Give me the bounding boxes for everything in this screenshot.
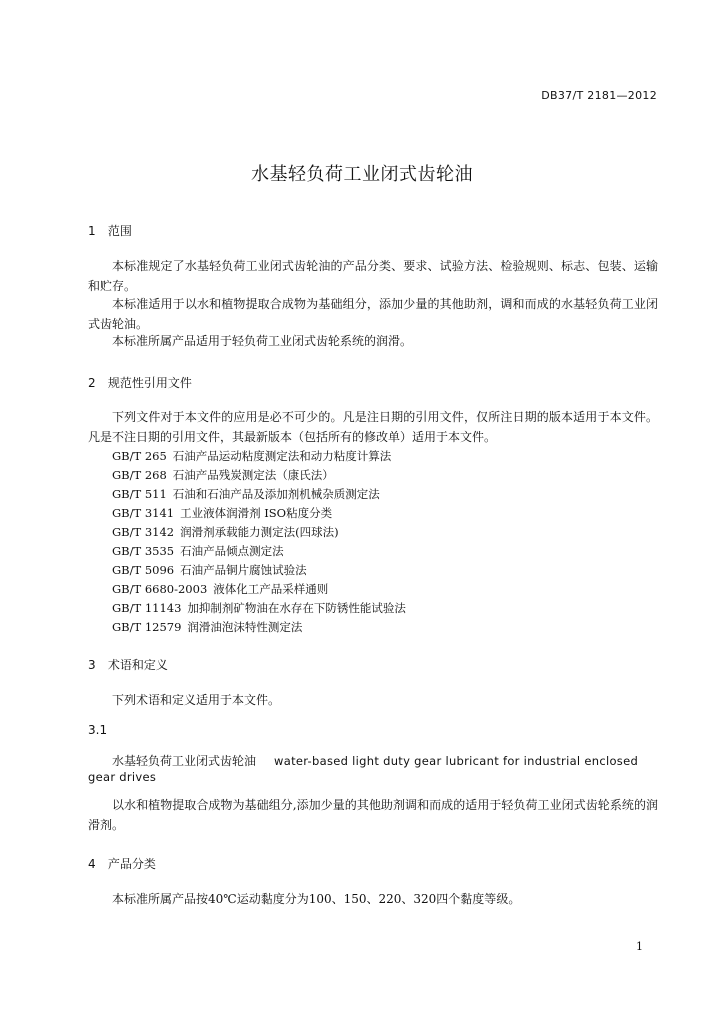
paragraph: 下列术语和定义适用于本文件。 xyxy=(112,693,281,707)
reference-name: 润滑油泡沫特性测定法 xyxy=(187,620,303,634)
section-number: 2 xyxy=(88,376,96,390)
section-number: 3 xyxy=(88,658,96,672)
term-number: 3.1 xyxy=(88,723,108,737)
term-english: water-based light duty gear lubricant for industrial enclosed xyxy=(274,754,639,768)
term-english-continued: gear drives xyxy=(88,770,157,784)
section-heading-normative-references xyxy=(88,374,192,391)
reference-name: 加抑制剂矿物油在水存在下防锈性能试验法 xyxy=(187,601,406,615)
section-title: 术语和定义 xyxy=(107,658,168,672)
list-item xyxy=(112,523,406,542)
reference-name: 石油产品残炭测定法（康氏法） xyxy=(172,468,334,482)
list-item xyxy=(112,618,406,637)
reference-code: GB/T 265 xyxy=(112,449,167,463)
list-item xyxy=(112,561,406,580)
list-item xyxy=(112,580,406,599)
paragraph: 下列文件对于本文件的应用是必不可少的。凡是注日期的引用文件，仅所注日期的版本适用于本文件。凡是不注日期的引用文件，其最新版本（包括所有的修改单）适用于本文件。 xyxy=(88,410,658,444)
reference-code: GB/T 5096 xyxy=(112,563,175,577)
reference-name: 液体化工产品采样通则 xyxy=(213,582,329,596)
list-item xyxy=(112,447,406,466)
section-number: 1 xyxy=(88,224,96,238)
page-number: 1 xyxy=(636,940,643,953)
section-number: 4 xyxy=(88,857,96,871)
term-chinese: 水基轻负荷工业闭式齿轮油 xyxy=(112,754,257,768)
list-item xyxy=(112,466,406,485)
list-item xyxy=(112,599,406,618)
reference-list xyxy=(112,447,406,637)
term-definition: 以水和植物提取合成物为基础组分,添加少量的其他助剂调和而成的适用于轻负荷工业闭式齿轮系统的润滑剂。 xyxy=(88,798,658,832)
list-item xyxy=(112,542,406,561)
reference-code: GB/T 6680-2003 xyxy=(112,582,208,596)
reference-name: 工业液体润滑剂 ISO粘度分类 xyxy=(180,506,333,520)
reference-name: 润滑剂承载能力测定法(四球法) xyxy=(180,525,339,539)
standard-code: DB37/T 2181—2012 xyxy=(541,89,657,102)
document-title: 水基轻负荷工业闭式齿轮油 xyxy=(251,164,473,185)
section-heading-scope xyxy=(88,222,132,239)
reference-code: GB/T 268 xyxy=(112,468,167,482)
reference-code: GB/T 3142 xyxy=(112,525,175,539)
paragraph: 本标准适用于以水和植物提取合成物为基础组分，添加少量的其他助剂，调和而成的水基轻负荷工业闭式齿轮油。 xyxy=(88,297,658,331)
reference-code: GB/T 511 xyxy=(112,487,167,501)
reference-name: 石油和石油产品及添加剂机械杂质测定法 xyxy=(172,487,380,501)
reference-code: GB/T 3141 xyxy=(112,506,175,520)
reference-code: GB/T 3535 xyxy=(112,544,175,558)
section-title: 规范性引用文件 xyxy=(107,376,192,390)
reference-code: GB/T 11143 xyxy=(112,601,182,615)
paragraph: 本标准所属产品按40℃运动黏度分为100、150、220、320四个黏度等级。 xyxy=(112,892,521,906)
section-title: 产品分类 xyxy=(107,857,156,871)
reference-code: GB/T 12579 xyxy=(112,620,182,634)
paragraph: 本标准规定了水基轻负荷工业闭式齿轮油的产品分类、要求、试验方法、检验规则、标志、包装、运输和贮存。 xyxy=(88,259,658,293)
list-item xyxy=(112,485,406,504)
paragraph: 本标准所属产品适用于轻负荷工业闭式齿轮系统的润滑。 xyxy=(112,334,413,348)
section-title: 范围 xyxy=(107,224,132,238)
section-heading-classification xyxy=(88,855,156,872)
section-heading-terms xyxy=(88,656,168,673)
reference-name: 石油产品铜片腐蚀试验法 xyxy=(180,563,307,577)
reference-name: 石油产品运动粘度测定法和动力粘度计算法 xyxy=(172,449,392,463)
reference-name: 石油产品倾点测定法 xyxy=(180,544,284,558)
list-item xyxy=(112,504,406,523)
term-entry xyxy=(112,752,638,769)
